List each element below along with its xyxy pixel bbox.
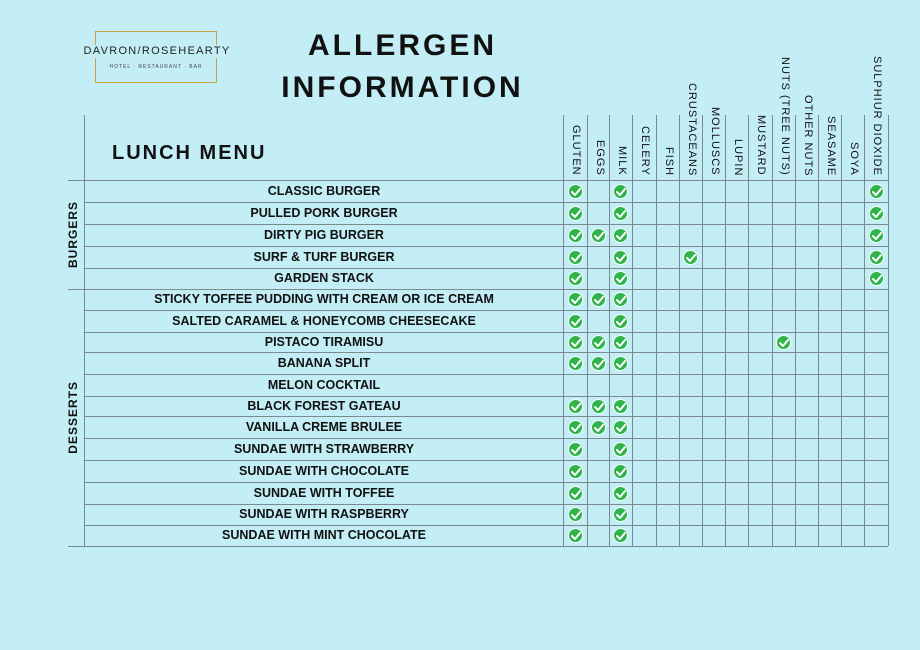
logo-tagline: HOTEL · RESTAURANT · BAR [109,64,203,70]
grid-row-line [68,546,888,547]
grid-col-line [725,115,726,546]
grid-col-line [795,115,796,546]
check-icon [568,206,583,221]
section-label-desserts: DESSERTS [66,381,80,454]
page-title-line2: INFORMATION [281,71,524,104]
allergen-header: FISH [663,146,675,176]
grid-col-line [748,115,749,546]
check-icon [869,228,884,243]
check-icon [568,528,583,543]
check-icon [869,206,884,221]
check-icon [568,292,583,307]
check-icon [568,356,583,371]
check-icon [869,271,884,286]
allergen-header: CRUSTACEANS [686,82,698,176]
allergen-header: SEASAME [825,115,837,176]
check-icon [591,228,606,243]
check-icon [613,271,628,286]
section-label-burgers: BURGERS [66,200,80,268]
menu-item-name: PULLED PORK BURGER [250,206,398,220]
grid-col-line [818,115,819,546]
check-icon [591,335,606,350]
allergen-header: GLUTEN [570,125,582,176]
menu-item-name: SUNDAE WITH STRAWBERRY [233,442,415,456]
check-icon [591,399,606,414]
check-icon [568,399,583,414]
check-icon [568,314,583,329]
check-icon [613,314,628,329]
menu-item-name: SURF & TURF BURGER [253,250,395,264]
check-icon [613,399,628,414]
check-icon [613,507,628,522]
grid-col-line [888,115,889,546]
allergen-header: NUTS (TREE NUTS) [779,57,791,176]
check-icon [568,184,583,199]
menu-item-name: GARDEN STACK [274,271,374,285]
check-icon [568,420,583,435]
check-icon [613,528,628,543]
check-icon [613,292,628,307]
check-icon [613,250,628,265]
check-icon [568,250,583,265]
check-icon [568,228,583,243]
allergen-header: EGGS [594,140,606,176]
check-icon [613,442,628,457]
allergen-header: MOLLUSCS [709,107,721,176]
menu-title: LUNCH MENU [112,142,267,164]
menu-item-name: SUNDAE WITH MINT CHOCOLATE [222,528,426,542]
allergen-header: SOYA [848,142,860,176]
check-icon [613,486,628,501]
grid-col-line [864,115,865,546]
check-icon [591,420,606,435]
check-icon [591,292,606,307]
check-icon [568,442,583,457]
allergen-header: OTHER NUTS [802,94,814,176]
allergen-header: CELERY [639,126,651,176]
menu-item-name: PISTACO TIRAMISU [264,335,384,349]
page-title-line1: ALLERGEN [308,29,497,62]
menu-item-name: STICKY TOFFEE PUDDING WITH CREAM OR ICE CREAM [154,292,494,306]
check-icon [568,271,583,286]
check-icon [568,507,583,522]
menu-item-name: DIRTY PIG BURGER [264,228,384,242]
check-icon [613,335,628,350]
grid-col-line [841,115,842,546]
menu-item-name: SUNDAE WITH RASPBERRY [239,507,409,521]
allergen-header: SULPHIUR DIOXIDE [871,56,883,176]
grid-col-line [656,115,657,546]
logo [83,31,231,83]
menu-item-name: VANILLA CREME BRULEE [245,420,403,434]
check-icon [683,250,698,265]
grid-col-line [563,115,564,546]
allergen-header: LUPIN [732,138,744,176]
check-icon [591,356,606,371]
check-icon [568,464,583,479]
menu-item-name: CLASSIC BURGER [267,184,381,198]
menu-item-name: BLACK FOREST GATEAU [247,399,401,413]
grid-col-line [679,115,680,546]
check-icon [613,356,628,371]
menu-item-name: SUNDAE WITH TOFFEE [253,486,395,500]
allergen-header: MUSTARD [755,115,767,176]
allergen-header: MILK [616,146,628,176]
grid-col-line [772,115,773,546]
check-icon [613,464,628,479]
grid-col-line [702,115,703,546]
check-icon [869,184,884,199]
menu-item-name: SALTED CARAMEL & HONEYCOMB CHEESECAKE [172,314,476,328]
check-icon [613,420,628,435]
check-icon [613,228,628,243]
grid-col-line [609,115,610,546]
check-icon [613,206,628,221]
menu-item-name: SUNDAE WITH CHOCOLATE [239,464,409,478]
logo-name: DAVRON/ROSEHEARTY [74,45,240,58]
menu-item-name: MELON COCKTAIL [267,378,381,392]
page-title [265,25,540,109]
grid-col-line [632,115,633,546]
menu-item-name: BANANA SPLIT [277,356,371,370]
check-icon [613,184,628,199]
check-icon [568,335,583,350]
grid-col-line [587,115,588,546]
check-icon [869,250,884,265]
check-icon [568,486,583,501]
check-icon [776,335,791,350]
